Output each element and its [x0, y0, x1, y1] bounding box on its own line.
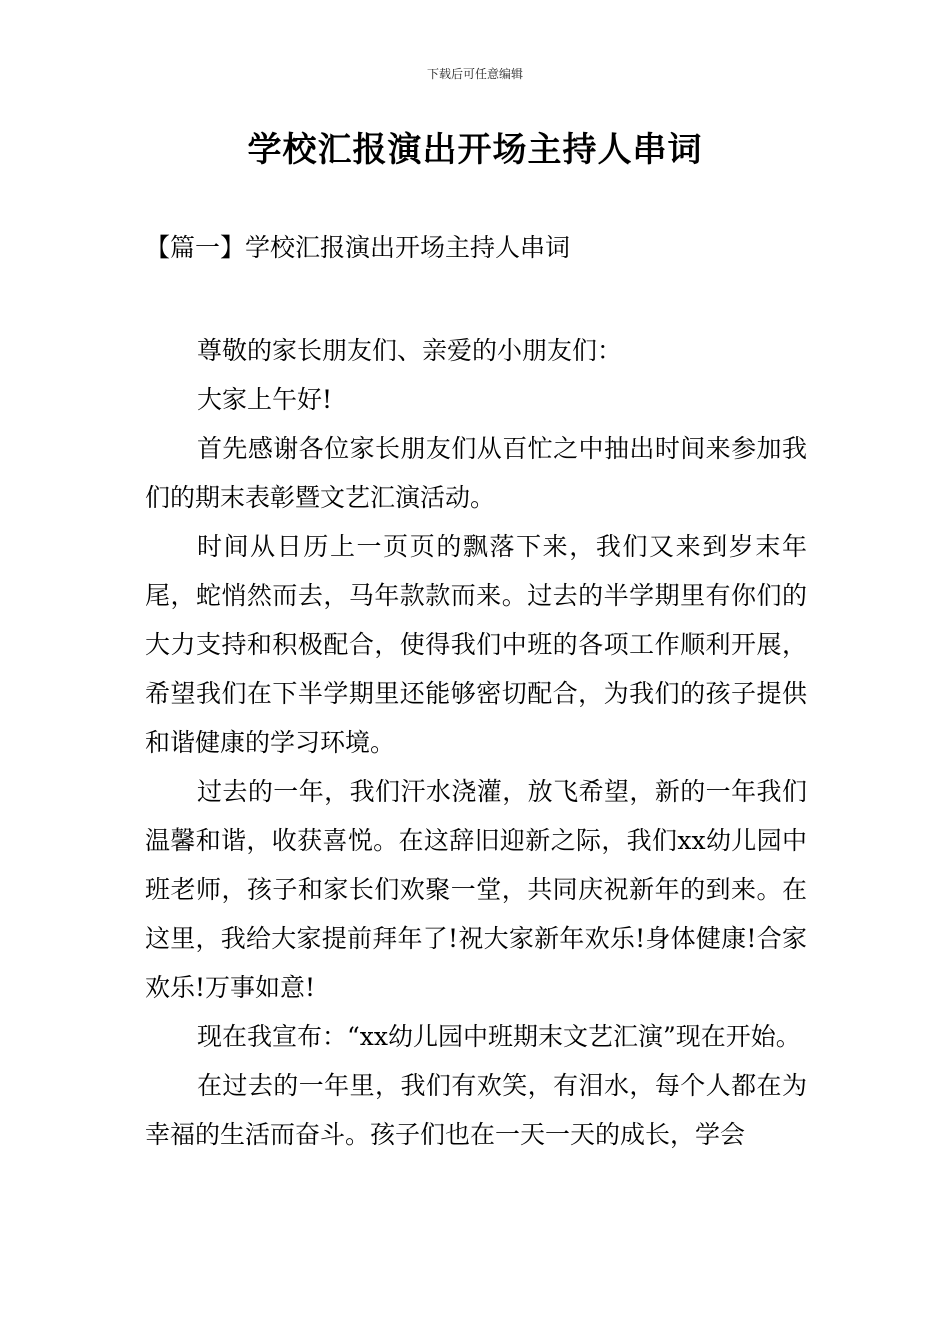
- paragraph-announcement: 现在我宣布：“xx幼儿园中班期末文艺汇演”现在开始。: [197, 1022, 801, 1051]
- paragraph-greeting: 尊敬的家长朋友们、亲爱的小朋友们：: [197, 336, 623, 365]
- document-title: 学校汇报演出开场主持人串词: [247, 130, 703, 170]
- paragraph-thanks: 首先感谢各位家长朋友们从百忙之中抽出时间来参加我们的期末表彰暨文艺汇演活动。: [145, 434, 807, 512]
- paragraph-reflection: 在过去的一年里，我们有欢笑，有泪水，每个人都在为幸福的生活而奋斗。孩子们也在一天一天的成长，学会: [145, 1071, 807, 1149]
- section-heading: 【篇一】学校汇报演出开场主持人串词: [145, 233, 571, 262]
- paragraph-time: 时间从日历上一页页的飘落下来，我们又来到岁末年尾，蛇悄然而去，马年款款而来。过去的半学期里有你们的大力支持和积极配合，使得我们中班的各项工作顺利开展，希望我们在下半学期里还能够密切配合，为我们的孩子提供和谐健康的学习环境。: [145, 532, 807, 757]
- document-body: [145, 326, 807, 1159]
- paragraph-hello: 大家上午好!: [197, 385, 333, 414]
- paragraph-past-year: 过去的一年，我们汗水浇灌，放飞希望，新的一年我们温馨和谐，收获喜悦。在这辞旧迎新之际，我们xx幼儿园中班老师，孩子和家长们欢聚一堂，共同庆祝新年的到来。在这里，我给大家提前拜年了!祝大家新年欢乐!身体健康!合家欢乐!万事如意!: [145, 777, 807, 1002]
- header-note: 下载后可任意编辑: [426, 67, 523, 81]
